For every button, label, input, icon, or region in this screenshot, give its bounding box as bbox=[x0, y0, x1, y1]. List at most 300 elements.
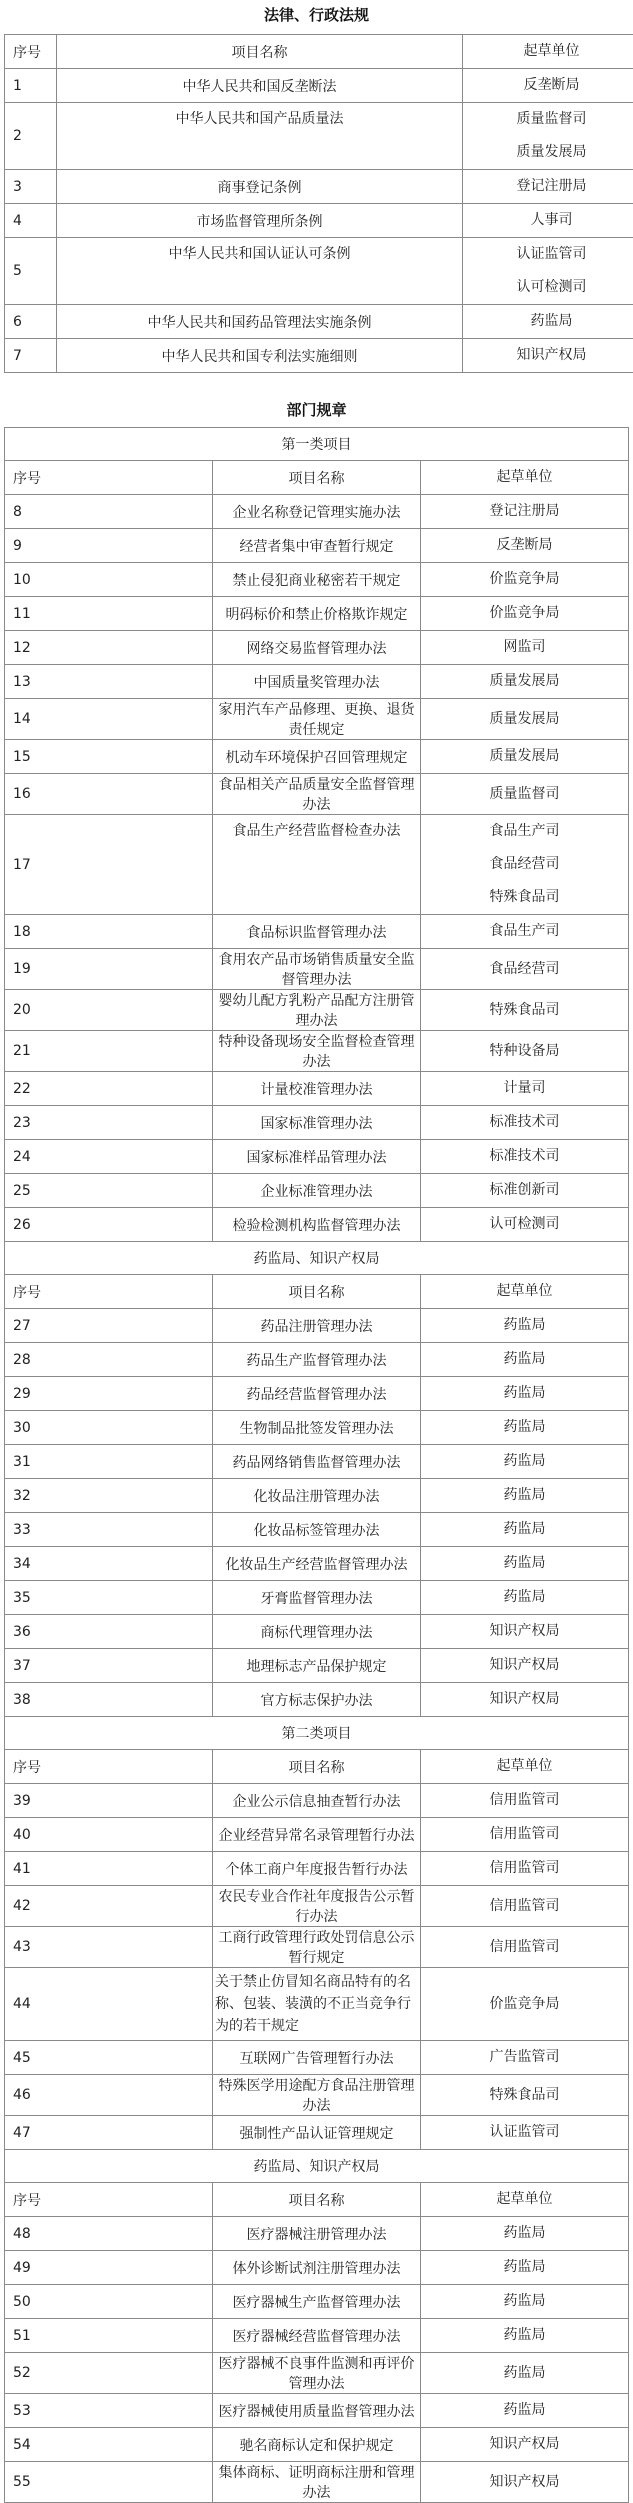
drafting-unit-cell bbox=[463, 69, 633, 103]
row-number: 15 bbox=[5, 740, 213, 774]
row-number: 49 bbox=[5, 2251, 213, 2285]
project-name: 地理标志产品保护规定 bbox=[213, 1649, 421, 1683]
project-name: 化妆品注册管理办法 bbox=[213, 1479, 421, 1513]
row-number: 27 bbox=[5, 1309, 213, 1343]
project-name: 食品生产经营监督检查办法 bbox=[213, 815, 421, 915]
drafting-unit: 信用监管司 bbox=[421, 1852, 628, 1885]
row-number: 20 bbox=[5, 990, 213, 1031]
table-row bbox=[5, 1072, 629, 1106]
project-name: 驰名商标认定和保护规定 bbox=[213, 2428, 421, 2462]
project-name: 医疗器械经营监督管理办法 bbox=[213, 2319, 421, 2353]
table-row bbox=[5, 1513, 629, 1547]
row-number: 5 bbox=[5, 238, 57, 305]
row-number: 41 bbox=[5, 1852, 213, 1886]
row-number: 1 bbox=[5, 69, 57, 103]
project-name: 化妆品标签管理办法 bbox=[213, 1513, 421, 1547]
row-number: 13 bbox=[5, 665, 213, 699]
drafting-unit: 药监局 bbox=[421, 2357, 628, 2390]
group-row bbox=[5, 2150, 629, 2183]
row-number: 12 bbox=[5, 631, 213, 665]
drafting-unit-cell bbox=[421, 1208, 629, 1242]
table-row bbox=[5, 665, 629, 699]
row-number: 21 bbox=[5, 1031, 213, 1072]
drafting-unit-cell bbox=[421, 2075, 629, 2116]
drafting-unit-cell bbox=[421, 1581, 629, 1615]
project-name: 特殊医学用途配方食品注册管理办法 bbox=[213, 2075, 421, 2116]
row-number: 37 bbox=[5, 1649, 213, 1683]
table-row bbox=[5, 1927, 629, 1968]
header-name: 项目名称 bbox=[213, 1275, 421, 1309]
drafting-unit: 食品生产司 bbox=[421, 815, 628, 848]
header-name: 项目名称 bbox=[213, 1750, 421, 1784]
row-number: 29 bbox=[5, 1377, 213, 1411]
project-name: 医疗器械注册管理办法 bbox=[213, 2217, 421, 2251]
drafting-unit: 标准技术司 bbox=[421, 1140, 628, 1173]
drafting-unit-cell bbox=[421, 949, 629, 990]
section-title-laws: 法律、行政法规 bbox=[0, 4, 633, 25]
table-row bbox=[5, 699, 629, 740]
drafting-unit: 药监局 bbox=[421, 1411, 628, 1444]
drafting-unit: 登记注册局 bbox=[421, 495, 628, 528]
row-number: 24 bbox=[5, 1140, 213, 1174]
table-row bbox=[5, 990, 629, 1031]
section-title-regulations: 部门规章 bbox=[0, 399, 633, 420]
table-row bbox=[5, 2428, 629, 2462]
table-row bbox=[5, 1174, 629, 1208]
drafting-unit-cell bbox=[421, 1479, 629, 1513]
row-number: 48 bbox=[5, 2217, 213, 2251]
drafting-unit-cell bbox=[421, 1886, 629, 1927]
table-row bbox=[5, 1208, 629, 1242]
table-row bbox=[5, 2462, 629, 2503]
drafting-unit: 认证监管司 bbox=[421, 2116, 628, 2149]
drafting-unit: 药监局 bbox=[421, 1377, 628, 1410]
drafting-unit: 计量司 bbox=[421, 1072, 628, 1105]
row-number: 6 bbox=[5, 305, 57, 339]
drafting-unit-cell bbox=[421, 1615, 629, 1649]
row-number: 23 bbox=[5, 1106, 213, 1140]
drafting-unit-cell bbox=[463, 339, 633, 373]
row-number: 46 bbox=[5, 2075, 213, 2116]
row-number: 17 bbox=[5, 815, 213, 915]
project-name: 市场监督管理所条例 bbox=[57, 204, 463, 238]
table-row bbox=[5, 563, 629, 597]
group-label: 第一类项目 bbox=[5, 428, 629, 461]
row-number: 42 bbox=[5, 1886, 213, 1927]
table-row bbox=[5, 1818, 629, 1852]
header-name: 项目名称 bbox=[213, 461, 421, 495]
table-row bbox=[5, 1547, 629, 1581]
row-number: 2 bbox=[5, 103, 57, 170]
drafting-unit-cell bbox=[421, 1031, 629, 1072]
table-row bbox=[5, 204, 633, 238]
drafting-unit-cell bbox=[421, 2394, 629, 2428]
table-row bbox=[5, 1615, 629, 1649]
drafting-unit: 食品生产司 bbox=[421, 915, 628, 948]
drafting-unit-cell bbox=[421, 1784, 629, 1818]
table-row bbox=[5, 2251, 629, 2285]
drafting-unit: 标准技术司 bbox=[421, 1106, 628, 1139]
table-row bbox=[5, 1852, 629, 1886]
project-name: 明码标价和禁止价格欺诈规定 bbox=[213, 597, 421, 631]
drafting-unit: 知识产权局 bbox=[421, 2428, 628, 2461]
drafting-unit: 人事司 bbox=[463, 204, 633, 237]
table-row bbox=[5, 1479, 629, 1513]
drafting-unit: 药监局 bbox=[421, 1445, 628, 1478]
drafting-unit-cell bbox=[421, 495, 629, 529]
drafting-unit: 知识产权局 bbox=[463, 339, 633, 372]
project-name: 关于禁止仿冒知名商品特有的名称、包装、装潢的不正当竞争行为的若干规定 bbox=[213, 1968, 421, 2041]
project-name: 商标代理管理办法 bbox=[213, 1615, 421, 1649]
project-name: 农民专业合作社年度报告公示暂行办法 bbox=[213, 1886, 421, 1927]
drafting-unit: 价监竞争局 bbox=[421, 1988, 628, 2021]
drafting-unit-cell bbox=[421, 2251, 629, 2285]
project-name: 食品标识监督管理办法 bbox=[213, 915, 421, 949]
header-no: 序号 bbox=[5, 1750, 213, 1784]
drafting-unit: 特殊食品司 bbox=[421, 994, 628, 1027]
table-row bbox=[5, 305, 633, 339]
table-row bbox=[5, 915, 629, 949]
drafting-unit: 质量发展局 bbox=[421, 740, 628, 773]
drafting-unit-cell bbox=[421, 1377, 629, 1411]
drafting-unit: 食品经营司 bbox=[421, 848, 628, 881]
drafting-unit: 认可检测司 bbox=[421, 1208, 628, 1241]
table-row bbox=[5, 1581, 629, 1615]
regulations-table bbox=[4, 427, 629, 2503]
drafting-unit-cell bbox=[463, 170, 633, 204]
row-number: 18 bbox=[5, 915, 213, 949]
project-name: 网络交易监督管理办法 bbox=[213, 631, 421, 665]
table-row bbox=[5, 2116, 629, 2150]
table-row bbox=[5, 597, 629, 631]
drafting-unit-cell bbox=[421, 1513, 629, 1547]
table-row bbox=[5, 1649, 629, 1683]
drafting-unit: 药监局 bbox=[421, 1309, 628, 1342]
row-number: 55 bbox=[5, 2462, 213, 2503]
group-label: 药监局、知识产权局 bbox=[5, 1242, 629, 1275]
drafting-unit-cell bbox=[421, 2116, 629, 2150]
header-unit: 起草单位 bbox=[421, 1750, 629, 1784]
header-unit: 起草单位 bbox=[463, 35, 633, 69]
table-row bbox=[5, 774, 629, 815]
drafting-unit-cell bbox=[421, 2041, 629, 2075]
table-row bbox=[5, 2217, 629, 2251]
project-name: 医疗器械生产监督管理办法 bbox=[213, 2285, 421, 2319]
drafting-unit-cell bbox=[421, 1174, 629, 1208]
header-no: 序号 bbox=[5, 461, 213, 495]
drafting-unit-cell bbox=[421, 2319, 629, 2353]
row-number: 36 bbox=[5, 1615, 213, 1649]
row-number: 33 bbox=[5, 1513, 213, 1547]
drafting-unit: 药监局 bbox=[421, 2319, 628, 2352]
project-name: 个体工商户年度报告暂行办法 bbox=[213, 1852, 421, 1886]
drafting-unit-cell bbox=[421, 1445, 629, 1479]
table-row bbox=[5, 631, 629, 665]
drafting-unit-cell bbox=[421, 631, 629, 665]
drafting-unit-cell bbox=[421, 1309, 629, 1343]
drafting-unit: 信用监管司 bbox=[421, 1931, 628, 1964]
row-number: 35 bbox=[5, 1581, 213, 1615]
drafting-unit-cell bbox=[421, 740, 629, 774]
row-number: 19 bbox=[5, 949, 213, 990]
project-name: 互联网广告管理暂行办法 bbox=[213, 2041, 421, 2075]
table-row bbox=[5, 1031, 629, 1072]
table-row bbox=[5, 2075, 629, 2116]
group-row bbox=[5, 1242, 629, 1275]
drafting-unit: 价监竞争局 bbox=[421, 563, 628, 596]
row-number: 39 bbox=[5, 1784, 213, 1818]
table-row bbox=[5, 1106, 629, 1140]
row-number: 25 bbox=[5, 1174, 213, 1208]
table-row bbox=[5, 170, 633, 204]
table-row bbox=[5, 2319, 629, 2353]
table-row bbox=[5, 1784, 629, 1818]
table-row bbox=[5, 2285, 629, 2319]
row-number: 50 bbox=[5, 2285, 213, 2319]
table-row bbox=[5, 1411, 629, 1445]
table-row bbox=[5, 1683, 629, 1717]
row-number: 8 bbox=[5, 495, 213, 529]
table-row bbox=[5, 949, 629, 990]
project-name: 化妆品生产经营监督管理办法 bbox=[213, 1547, 421, 1581]
drafting-unit: 药监局 bbox=[421, 1513, 628, 1546]
project-name: 计量校准管理办法 bbox=[213, 1072, 421, 1106]
project-name: 国家标准管理办法 bbox=[213, 1106, 421, 1140]
drafting-unit: 质量发展局 bbox=[421, 703, 628, 736]
row-number: 44 bbox=[5, 1968, 213, 2041]
table-row bbox=[5, 2394, 629, 2428]
row-number: 54 bbox=[5, 2428, 213, 2462]
project-name: 检验检测机构监督管理办法 bbox=[213, 1208, 421, 1242]
drafting-unit: 药监局 bbox=[421, 1547, 628, 1580]
project-name: 集体商标、证明商标注册和管理办法 bbox=[213, 2462, 421, 2503]
project-name: 食品相关产品质量安全监督管理办法 bbox=[213, 774, 421, 815]
table-header-row bbox=[5, 1275, 629, 1309]
project-name: 企业标准管理办法 bbox=[213, 1174, 421, 1208]
table-row bbox=[5, 1886, 629, 1927]
drafting-unit: 知识产权局 bbox=[421, 1683, 628, 1716]
drafting-unit-cell bbox=[421, 774, 629, 815]
project-name: 中华人民共和国认证认可条例 bbox=[57, 238, 463, 305]
group-label: 药监局、知识产权局 bbox=[5, 2150, 629, 2183]
project-name: 药品注册管理办法 bbox=[213, 1309, 421, 1343]
table-header-row bbox=[5, 2183, 629, 2217]
table-row bbox=[5, 2041, 629, 2075]
project-name: 工商行政管理行政处罚信息公示暂行规定 bbox=[213, 1927, 421, 1968]
project-name: 经营者集中审查暂行规定 bbox=[213, 529, 421, 563]
row-number: 22 bbox=[5, 1072, 213, 1106]
header-no: 序号 bbox=[5, 1275, 213, 1309]
drafting-unit-cell bbox=[421, 2462, 629, 2503]
project-name: 药品经营监督管理办法 bbox=[213, 1377, 421, 1411]
drafting-unit-cell bbox=[421, 2353, 629, 2394]
drafting-unit: 知识产权局 bbox=[421, 2466, 628, 2499]
drafting-unit: 特殊食品司 bbox=[421, 2079, 628, 2112]
drafting-unit-cell bbox=[421, 1411, 629, 1445]
row-number: 43 bbox=[5, 1927, 213, 1968]
drafting-unit-cell bbox=[421, 990, 629, 1031]
table-row bbox=[5, 1968, 629, 2041]
header-unit: 起草单位 bbox=[421, 461, 629, 495]
drafting-unit: 药监局 bbox=[421, 2251, 628, 2284]
drafting-unit-cell bbox=[421, 563, 629, 597]
drafting-unit-cell bbox=[421, 1547, 629, 1581]
project-name: 中华人民共和国产品质量法 bbox=[57, 103, 463, 170]
drafting-unit-cell bbox=[421, 1649, 629, 1683]
drafting-unit: 反垄断局 bbox=[421, 529, 628, 562]
row-number: 51 bbox=[5, 2319, 213, 2353]
drafting-unit: 信用监管司 bbox=[421, 1818, 628, 1851]
header-unit: 起草单位 bbox=[421, 2183, 629, 2217]
group-row bbox=[5, 1717, 629, 1750]
drafting-unit: 登记注册局 bbox=[463, 170, 633, 203]
drafting-unit-cell bbox=[421, 597, 629, 631]
drafting-unit: 广告监管司 bbox=[421, 2041, 628, 2074]
drafting-unit: 药监局 bbox=[421, 2394, 628, 2427]
drafting-unit-cell bbox=[421, 815, 629, 915]
drafting-unit: 反垄断局 bbox=[463, 69, 633, 102]
table-row bbox=[5, 1343, 629, 1377]
row-number: 11 bbox=[5, 597, 213, 631]
header-unit: 起草单位 bbox=[421, 1275, 629, 1309]
row-number: 52 bbox=[5, 2353, 213, 2394]
group-label: 第二类项目 bbox=[5, 1717, 629, 1750]
project-name: 企业名称登记管理实施办法 bbox=[213, 495, 421, 529]
project-name: 企业公示信息抽查暂行办法 bbox=[213, 1784, 421, 1818]
table-row bbox=[5, 339, 633, 373]
drafting-unit: 质量监督司 bbox=[421, 778, 628, 811]
row-number: 34 bbox=[5, 1547, 213, 1581]
table-row bbox=[5, 529, 629, 563]
drafting-unit: 信用监管司 bbox=[421, 1784, 628, 1817]
row-number: 53 bbox=[5, 2394, 213, 2428]
project-name: 生物制品批签发管理办法 bbox=[213, 1411, 421, 1445]
table-row bbox=[5, 103, 633, 170]
header-name: 项目名称 bbox=[213, 2183, 421, 2217]
drafting-unit: 标准创新司 bbox=[421, 1174, 628, 1207]
group-row bbox=[5, 428, 629, 461]
project-name: 家用汽车产品修理、更换、退货责任规定 bbox=[213, 699, 421, 740]
project-name: 婴幼儿配方乳粉产品配方注册管理办法 bbox=[213, 990, 421, 1031]
project-name: 中华人民共和国专利法实施细则 bbox=[57, 339, 463, 373]
drafting-unit: 知识产权局 bbox=[421, 1649, 628, 1682]
drafting-unit: 信用监管司 bbox=[421, 1890, 628, 1923]
drafting-unit: 质量发展局 bbox=[463, 136, 633, 169]
drafting-unit-cell bbox=[421, 665, 629, 699]
drafting-unit-cell bbox=[463, 238, 633, 305]
row-number: 45 bbox=[5, 2041, 213, 2075]
table-row bbox=[5, 815, 629, 915]
table-header-row bbox=[5, 461, 629, 495]
table-row bbox=[5, 1445, 629, 1479]
drafting-unit: 价监竞争局 bbox=[421, 597, 628, 630]
row-number: 16 bbox=[5, 774, 213, 815]
drafting-unit-cell bbox=[421, 1072, 629, 1106]
drafting-unit-cell bbox=[421, 915, 629, 949]
drafting-unit: 药监局 bbox=[421, 2285, 628, 2318]
drafting-unit: 药监局 bbox=[421, 1479, 628, 1512]
project-name: 特种设备现场安全监督检查管理办法 bbox=[213, 1031, 421, 1072]
row-number: 30 bbox=[5, 1411, 213, 1445]
row-number: 3 bbox=[5, 170, 57, 204]
drafting-unit: 认证监管司 bbox=[463, 238, 633, 271]
project-name: 国家标准样品管理办法 bbox=[213, 1140, 421, 1174]
drafting-unit: 质量发展局 bbox=[421, 665, 628, 698]
drafting-unit-cell bbox=[421, 699, 629, 740]
row-number: 14 bbox=[5, 699, 213, 740]
table-header-row bbox=[5, 35, 633, 69]
drafting-unit: 知识产权局 bbox=[421, 1615, 628, 1648]
drafting-unit-cell bbox=[463, 305, 633, 339]
drafting-unit: 药监局 bbox=[421, 2217, 628, 2250]
project-name: 企业经营异常名录管理暂行办法 bbox=[213, 1818, 421, 1852]
project-name: 中华人民共和国药品管理法实施条例 bbox=[57, 305, 463, 339]
project-name: 牙膏监督管理办法 bbox=[213, 1581, 421, 1615]
drafting-unit-cell bbox=[421, 2285, 629, 2319]
project-name: 中华人民共和国反垄断法 bbox=[57, 69, 463, 103]
drafting-unit: 药监局 bbox=[421, 1581, 628, 1614]
drafting-unit: 药监局 bbox=[463, 305, 633, 338]
table-row bbox=[5, 1309, 629, 1343]
table-row bbox=[5, 1377, 629, 1411]
drafting-unit: 质量监督司 bbox=[463, 103, 633, 136]
table-row bbox=[5, 495, 629, 529]
project-name: 医疗器械使用质量监督管理办法 bbox=[213, 2394, 421, 2428]
drafting-unit-cell bbox=[421, 1968, 629, 2041]
table-row bbox=[5, 238, 633, 305]
project-name: 体外诊断试剂注册管理办法 bbox=[213, 2251, 421, 2285]
row-number: 9 bbox=[5, 529, 213, 563]
project-name: 医疗器械不良事件监测和再评价管理办法 bbox=[213, 2353, 421, 2394]
row-number: 26 bbox=[5, 1208, 213, 1242]
project-name: 中国质量奖管理办法 bbox=[213, 665, 421, 699]
header-name: 项目名称 bbox=[57, 35, 463, 69]
drafting-unit-cell bbox=[421, 1106, 629, 1140]
table-row bbox=[5, 69, 633, 103]
project-name: 禁止侵犯商业秘密若干规定 bbox=[213, 563, 421, 597]
row-number: 7 bbox=[5, 339, 57, 373]
table-row bbox=[5, 1140, 629, 1174]
project-name: 强制性产品认证管理规定 bbox=[213, 2116, 421, 2150]
drafting-unit-cell bbox=[421, 2428, 629, 2462]
table-header-row bbox=[5, 1750, 629, 1784]
project-name: 官方标志保护办法 bbox=[213, 1683, 421, 1717]
laws-table bbox=[4, 34, 633, 373]
drafting-unit-cell bbox=[421, 1343, 629, 1377]
project-name: 商事登记条例 bbox=[57, 170, 463, 204]
project-name: 机动车环境保护召回管理规定 bbox=[213, 740, 421, 774]
table-row bbox=[5, 2353, 629, 2394]
project-name: 药品生产监督管理办法 bbox=[213, 1343, 421, 1377]
drafting-unit: 认可检测司 bbox=[463, 271, 633, 304]
drafting-unit: 药监局 bbox=[421, 1343, 628, 1376]
row-number: 40 bbox=[5, 1818, 213, 1852]
drafting-unit-cell bbox=[421, 1927, 629, 1968]
project-name: 药品网络销售监督管理办法 bbox=[213, 1445, 421, 1479]
header-no: 序号 bbox=[5, 2183, 213, 2217]
row-number: 4 bbox=[5, 204, 57, 238]
drafting-unit-cell bbox=[421, 1818, 629, 1852]
row-number: 31 bbox=[5, 1445, 213, 1479]
row-number: 10 bbox=[5, 563, 213, 597]
row-number: 47 bbox=[5, 2116, 213, 2150]
drafting-unit: 特种设备局 bbox=[421, 1035, 628, 1068]
drafting-unit-cell bbox=[463, 204, 633, 238]
table-row bbox=[5, 740, 629, 774]
row-number: 32 bbox=[5, 1479, 213, 1513]
drafting-unit-cell bbox=[421, 1140, 629, 1174]
drafting-unit: 食品经营司 bbox=[421, 953, 628, 986]
